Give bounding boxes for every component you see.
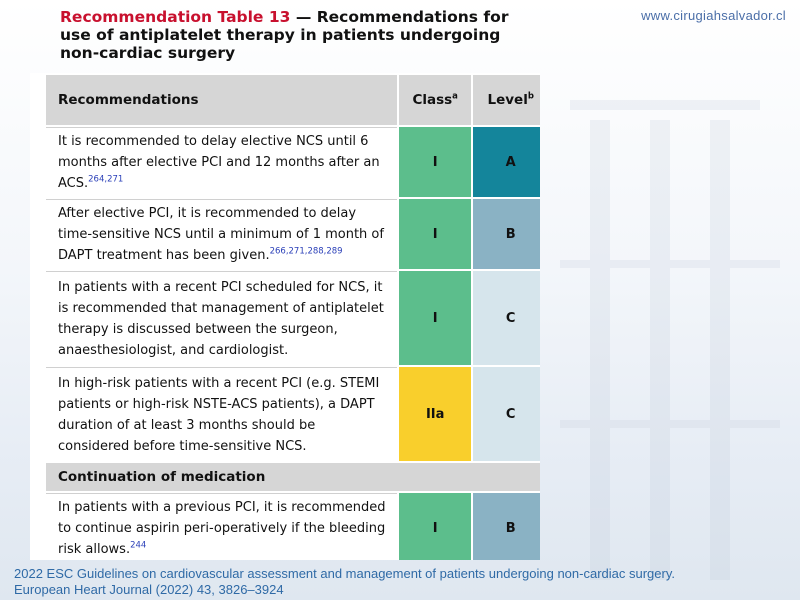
title-rest: — Recommendations for use of antiplatelet therapy in patients undergoing non-cardiac surgery [60,8,509,62]
recommendation-table-panel [30,73,540,560]
background-watermark [530,60,800,600]
recommendation-text: After elective PCI, it is recommended to delay time-sensitive NCS until a minimum of 1 month of DAPT treatment has been given.$^{266,271,288,289}$ [46,199,397,269]
table-row [46,271,540,365]
recommendation-text: It is recommended to delay elective NCS until 6 months after elective PCI and 12 months after an ACS.$^{264,271}$ [46,127,397,197]
recommendation-text: In patients with a recent PCI scheduled for NCS, it is recommended that management of antiplatelet therapy is discussed between the surgeon, anaesthesiologist, and cardiologist. [46,271,397,365]
level-cell: C [471,271,540,365]
class-cell: I [397,127,471,197]
level-cell: B [471,493,540,560]
table-row [46,127,540,197]
recommendation-text: In patients with a previous PCI, it is recommended to continue aspirin peri-operatively if the bleeding risk allows.$^{244}$ [46,493,397,560]
table-header-row [46,75,540,125]
header-class: Class$^a$ [397,75,471,125]
class-cell: IIa [397,367,471,461]
class-cell: I [397,199,471,269]
page-title [60,8,530,62]
class-cell: I [397,271,471,365]
website-url: www.cirugiahsalvador.cl [641,8,786,23]
recommendation-text: In high-risk patients with a recent PCI (e.g. STEMI patients or high-risk NSTE-ACS patients), a DAPT duration of at least 3 months should be considered before time-sensitive NCS. [46,367,397,461]
title-prefix: Recommendation Table 13 [60,8,291,26]
section-header-row [46,463,540,491]
citation-line-1: 2022 ESC Guidelines on cardiovascular assessment and management of patients undergoing non-cardiac surgery. [14,566,675,581]
section-title: Continuation of medication [46,463,540,491]
citation-footer [14,566,675,598]
table-row [46,367,540,461]
table-row [46,493,540,560]
recommendation-table [46,73,540,560]
level-cell: C [471,367,540,461]
header-recommendations: Recommendations [46,75,397,125]
header-level: Level$^b$ [471,75,540,125]
class-cell: I [397,493,471,560]
table-row [46,199,540,269]
citation-line-2: European Heart Journal (2022) 43, 3826–3924 [14,582,284,597]
level-cell: B [471,199,540,269]
level-cell: A [471,127,540,197]
